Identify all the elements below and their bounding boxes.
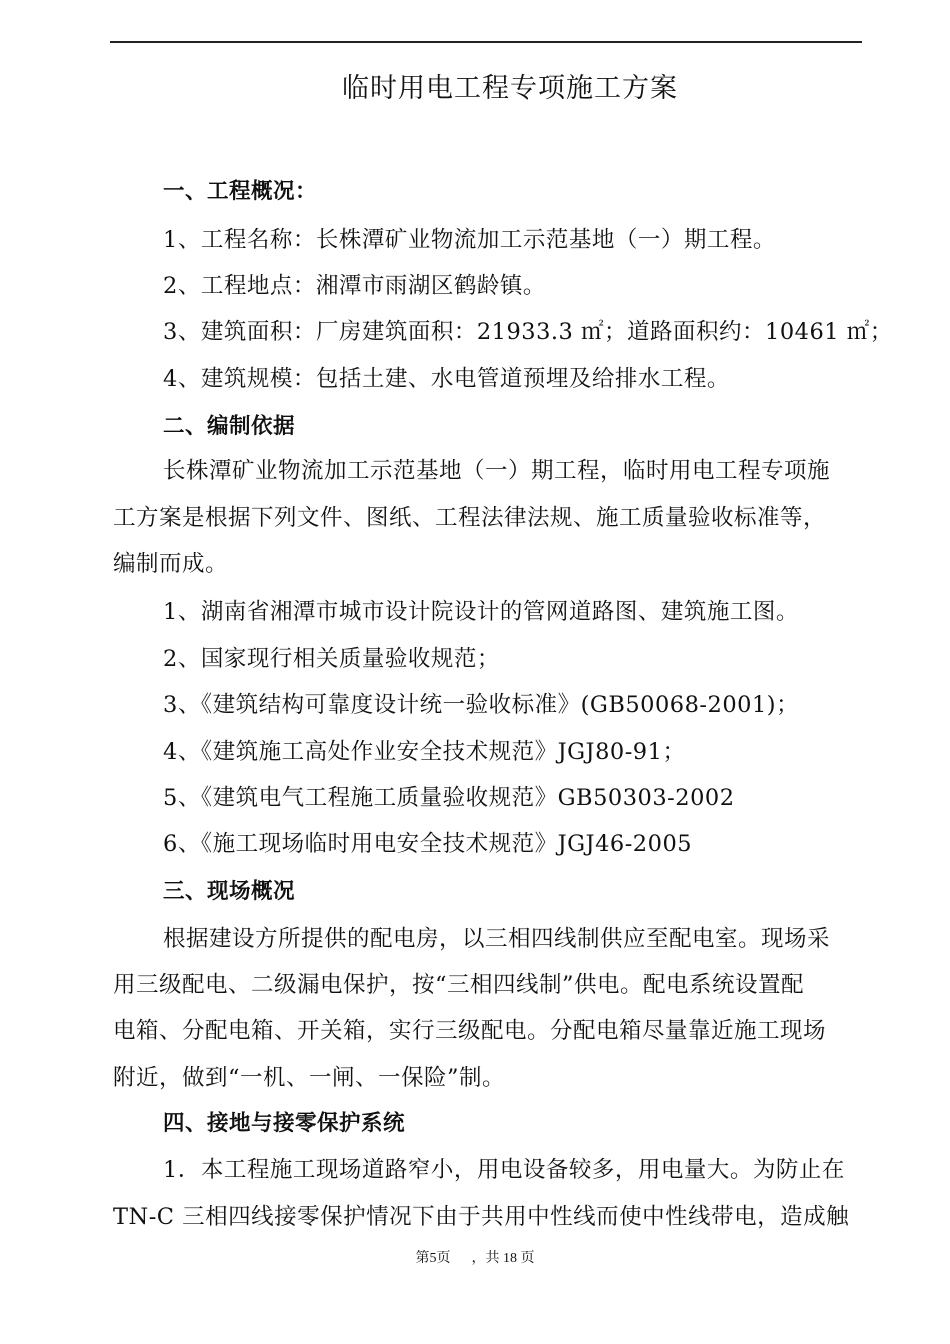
page-number: 第5页 [415,1251,451,1266]
document-title: 临时用电工程专项施工方案 [342,73,678,104]
section-heading-overview: 一、工程概况： [163,179,318,204]
page-footer [0,1247,950,1267]
paragraph-line: TN-C 三相四线接零保护情况下由于共用中性线而使中性线带电，造成触 [113,1204,850,1230]
list-item: 1、湖南省湘潭市城市设计院设计的管网道路图、建筑施工图。 [163,599,799,625]
list-item: 6、《施工现场临时用电安全技术规范》JGJ46-2005 [163,831,693,857]
list-item: 2、国家现行相关质量验收规范； [163,646,500,672]
paragraph-line: 长株潭矿业物流加工示范基地（一）期工程，临时用电工程专项施 [163,458,831,484]
paragraph-line: 附近，做到“一机、一闸、一保险”制。 [113,1065,506,1091]
section-heading-basis: 二、编制依据 [163,414,296,439]
list-item: 1、工程名称：长株潭矿业物流加工示范基地（一）期工程。 [163,227,776,253]
paragraph-line: 1．本工程施工现场道路窄小，用电设备较多，用电量大。为防止在 [163,1157,845,1183]
list-item: 5、《建筑电气工程施工质量验收规范》GB50303-2002 [163,785,735,811]
list-item: 3、建筑面积：厂房建筑面积：21933.3 ㎡；道路面积约：10461 ㎡； [163,319,893,345]
section-heading-grounding: 四、接地与接零保护系统 [163,1111,406,1136]
paragraph-line: 编制而成。 [113,551,229,577]
paragraph-line: 用三级配电、二级漏电保护，按“三相四线制”供电。配电系统设置配 [113,972,805,998]
header-rule [110,41,862,43]
paragraph-line: 工方案是根据下列文件、图纸、工程法律法规、施工质量验收标准等， [113,505,827,531]
list-item: 2、工程地点：湘潭市雨湖区鹤龄镇。 [163,273,546,299]
section-heading-site: 三、现场概况 [163,879,296,904]
paragraph-line: 根据建设方所提供的配电房，以三相四线制供应至配电室。现场采 [163,926,831,952]
list-item: 3、《建筑结构可靠度设计统一验收标准》(GB50068-2001)； [163,692,800,718]
page-total: ，共 18 页 [471,1251,535,1266]
list-item: 4、建筑规模：包括土建、水电管道预埋及给排水工程。 [163,366,730,392]
paragraph-line: 电箱、分配电箱、开关箱，实行三级配电。分配电箱尽量靠近施工现场 [113,1018,827,1044]
list-item: 4、《建筑施工高处作业安全技术规范》JGJ80-91； [163,739,686,765]
